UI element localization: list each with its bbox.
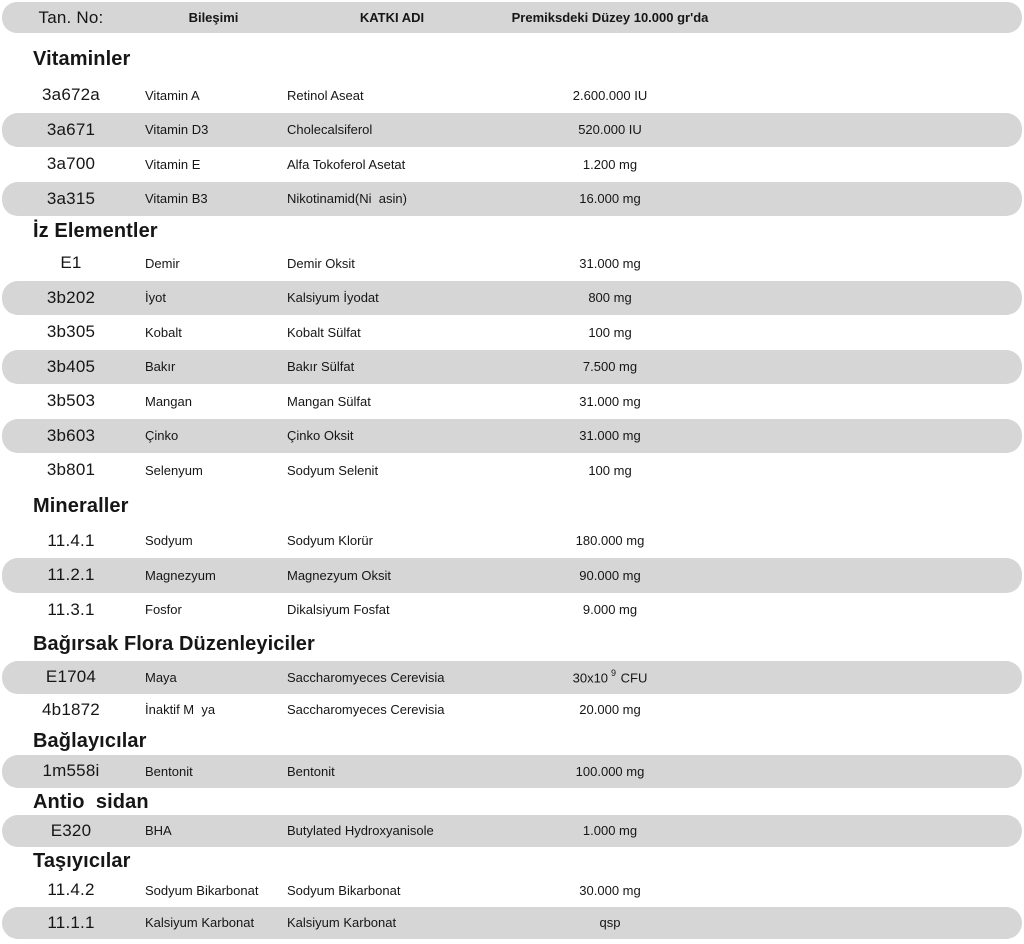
cell-duzey: 31.000 mg [579, 393, 641, 409]
cell-bilesimi: Bakır [145, 359, 176, 375]
cell-tan-no: E320 [50, 820, 92, 840]
cell-katki-adi: Sodyum Selenit [287, 462, 379, 478]
cell-duzey: 20.000 mg [579, 702, 641, 718]
cell-duzey: 180.000 mg [575, 533, 645, 549]
section-title: Mineraller [33, 494, 129, 517]
header-bilesimi: Bileşimi [188, 10, 239, 25]
table-row [2, 815, 1022, 848]
cell-tan-no: 3b405 [46, 356, 96, 376]
table-section [0, 33, 1024, 216]
table-row [2, 182, 1022, 217]
cell-tan-no: 1m558i [42, 761, 100, 781]
cell-katki-adi: Nikotinamid(Ni asin) [287, 191, 407, 207]
cell-duzey: 1.200 mg [582, 156, 638, 172]
cell-katki-adi: Saccharomyeces Cerevisia [287, 669, 445, 685]
cell-bilesimi: Fosfor [145, 602, 182, 618]
cell-katki-adi: Bentonit [287, 763, 335, 779]
cell-duzey: 16.000 mg [579, 191, 641, 207]
table-section [0, 726, 1024, 788]
section-title: Antio sidan [33, 790, 149, 813]
table-section [0, 788, 1024, 848]
header-tan-no: Tan. No: [38, 7, 104, 27]
cell-duzey: 1.000 mg [582, 823, 638, 839]
cell-duzey: 30.000 mg [579, 882, 641, 898]
cell-bilesimi: Sodyum [145, 533, 193, 549]
table-body [0, 33, 1024, 939]
table-row [2, 453, 1022, 488]
table-section [0, 627, 1024, 726]
cell-duzey: 800 mg [588, 290, 632, 306]
table-row [2, 558, 1022, 593]
cell-katki-adi: Kalsiyum Karbonat [287, 915, 397, 931]
section-title: Vitaminler [33, 48, 131, 70]
table-row [2, 907, 1022, 940]
table-row [2, 524, 1022, 559]
table-row [2, 593, 1022, 628]
section-rows [0, 661, 1024, 726]
cell-katki-adi: Çinko Oksit [287, 428, 354, 444]
cell-katki-adi: Saccharomyeces Cerevisia [287, 702, 445, 718]
cell-katki-adi: Cholecalsiferol [287, 122, 373, 138]
header-premiks-duzey: Premiksdeki Düzey 10.000 gr'da [511, 10, 709, 25]
cell-bilesimi: Bentonit [145, 763, 193, 779]
cell-katki-adi: Alfa Tokoferol Asetat [287, 156, 406, 172]
cell-katki-adi: Mangan Sülfat [287, 393, 371, 409]
cell-tan-no: 11.4.1 [47, 530, 95, 550]
cell-duzey: qsp [599, 915, 621, 931]
cell-tan-no: 11.3.1 [47, 599, 95, 619]
table-row [2, 874, 1022, 907]
cell-tan-no: 3a315 [46, 188, 96, 208]
section-rows [0, 246, 1024, 488]
cell-tan-no: 3b801 [46, 460, 96, 480]
cell-bilesimi: İyot [145, 290, 166, 306]
exponent: 9 [611, 668, 617, 679]
cell-tan-no: 3a700 [46, 154, 96, 174]
cell-tan-no: 3b202 [46, 287, 96, 307]
section-title: Taşıyıcılar [33, 850, 131, 872]
table-section [0, 488, 1024, 628]
cell-duzey: 100 mg [588, 462, 632, 478]
premix-composition-table [0, 2, 1024, 944]
cell-bilesimi: Vitamin D3 [145, 122, 209, 138]
table-row [2, 147, 1022, 182]
table-header-row [2, 2, 1022, 33]
table-row [2, 384, 1022, 419]
section-title: Bağlayıcılar [33, 730, 147, 752]
cell-tan-no: 11.2.1 [47, 565, 95, 585]
cell-duzey: 31.000 mg [579, 255, 641, 271]
section-rows [0, 524, 1024, 628]
table-row [2, 694, 1022, 727]
cell-duzey: 520.000 IU [578, 122, 642, 138]
table-row [2, 78, 1022, 113]
cell-bilesimi: Maya [145, 669, 177, 685]
cell-bilesimi: Çinko [145, 428, 179, 444]
cell-duzey: 100 mg [588, 324, 632, 340]
cell-bilesimi: Kobalt [145, 324, 182, 340]
cell-tan-no: 4b1872 [42, 699, 100, 719]
table-section [0, 216, 1024, 488]
cell-bilesimi: İnaktif M ya [145, 702, 216, 718]
cell-bilesimi: BHA [145, 823, 172, 839]
section-title: Bağırsak Flora Düzenleyiciler [33, 633, 315, 655]
cell-tan-no: 3a671 [46, 119, 96, 139]
section-rows [0, 874, 1024, 939]
cell-bilesimi: Kalsiyum Karbonat [145, 915, 255, 931]
section-rows [0, 815, 1024, 848]
table-row [2, 113, 1022, 148]
cell-tan-no: 3a672a [42, 85, 100, 105]
table-section [0, 847, 1024, 939]
cell-tan-no: E1704 [45, 667, 97, 687]
cell-bilesimi: Demir [145, 255, 180, 271]
cell-bilesimi: Vitamin B3 [145, 191, 208, 207]
cell-bilesimi: Sodyum Bikarbonat [145, 882, 259, 898]
cell-katki-adi: Demir Oksit [287, 255, 355, 271]
cell-tan-no: 3b503 [46, 391, 96, 411]
cell-duzey: 31.000 mg [579, 428, 641, 444]
table-row [2, 281, 1022, 316]
cell-tan-no: 3b305 [46, 322, 96, 342]
table-row [2, 755, 1022, 788]
cell-duzey: 2.600.000 IU [572, 87, 648, 103]
cell-duzey: 9.000 mg [582, 602, 638, 618]
table-row [2, 661, 1022, 694]
section-rows [0, 755, 1024, 788]
table-row [2, 350, 1022, 385]
section-rows [0, 78, 1024, 216]
table-row [2, 246, 1022, 281]
cell-katki-adi: Sodyum Klorür [287, 533, 373, 549]
header-katki-adi: KATKI ADI [359, 10, 425, 25]
cell-katki-adi: Retinol Aseat [287, 87, 364, 103]
cell-bilesimi: Vitamin A [145, 87, 200, 103]
table-row [2, 419, 1022, 454]
cell-bilesimi: Magnezyum [145, 567, 216, 583]
cell-tan-no: 3b603 [46, 425, 96, 445]
cell-bilesimi: Vitamin E [145, 156, 201, 172]
cell-duzey: 7.500 mg [582, 359, 638, 375]
cell-duzey: 100.000 mg [575, 763, 645, 779]
cell-katki-adi: Kalsiyum İyodat [287, 290, 379, 306]
cell-tan-no: 11.1.1 [47, 912, 95, 932]
cell-katki-adi: Bakır Sülfat [287, 359, 355, 375]
cell-tan-no: E1 [60, 253, 82, 273]
cell-duzey: 30x10 $^9$ CFU [572, 668, 648, 686]
cell-tan-no: 11.4.2 [47, 880, 95, 900]
table-row [2, 315, 1022, 350]
cell-katki-adi: Sodyum Bikarbonat [287, 882, 401, 898]
cell-bilesimi: Mangan [145, 393, 192, 409]
cell-katki-adi: Butylated Hydroxyanisole [287, 823, 434, 839]
section-title: İz Elementler [33, 220, 158, 242]
cell-katki-adi: Dikalsiyum Fosfat [287, 602, 390, 618]
cell-duzey: 90.000 mg [579, 567, 641, 583]
cell-bilesimi: Selenyum [145, 462, 203, 478]
cell-katki-adi: Kobalt Sülfat [287, 324, 361, 340]
cell-katki-adi: Magnezyum Oksit [287, 567, 392, 583]
